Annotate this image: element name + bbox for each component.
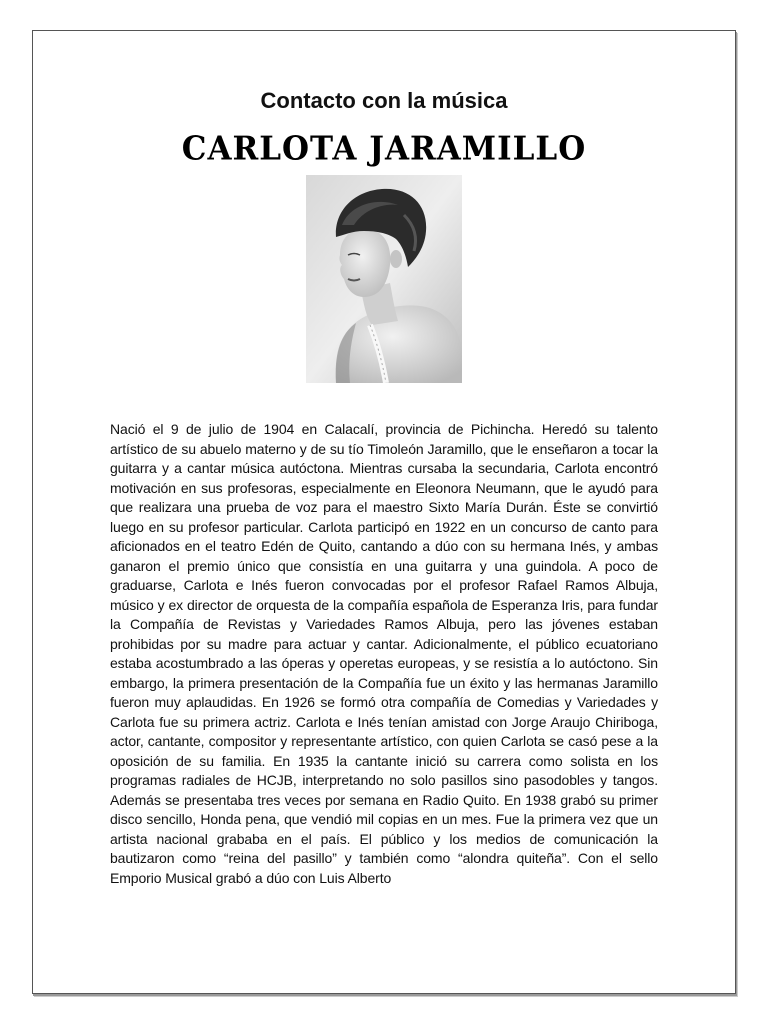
document-title: CARLOTA JARAMILLO <box>181 130 587 168</box>
document-page <box>32 30 736 994</box>
portrait-photo <box>306 175 462 383</box>
biography-paragraph: Nació el 9 de julio de 1904 en Calacalí, provincia de Pichincha. Heredó su talento artístico de su abuelo materno y de su tío Timoleón Jaramillo, que le enseñaron a tocar la guitarra y a cantar música autóctona. Mientras cursaba la secundaria, Carlota encontró motivación en sus profesoras, especialmente en Eleonora Neumann, que le ayudó para que realizara una prueba de voz para el maestro Sixto María Durán. Éste se convirtió luego en su profesor particular. Carlota participó en 1922 en un concurso de canto para aficionados en el teatro Edén de Quito, cantando a dúo con su hermana Inés, y ambas ganaron el premio único que consistía en una guitarra y una guindola. A poco de graduarse, Carlota e Inés fueron convocadas por el profesor Rafael Ramos Albuja, músico y ex director de orquesta de la compañía española de Esperanza Iris, para fundar la Compañía de Revistas y Variedades Ramos Albuja, pero las jóvenes estaban prohibidas por su madre para actuar y cantar. Adicionalmente, el público ecuatoriano estaba acostumbrado a las óperas y operetas europeas, y se resistía a lo autóctono. Sin embargo, la primera presentación de la Compañía fue un éxito y las hermanas Jaramillo fueron muy aplaudidas. En 1926 se formó otra compañía de Comedias y Variedades y Carlota fue su primera actriz. Carlota e Inés tenían amistad con Jorge Araujo Chiriboga, actor, cantante, compositor y representante artístico, con quien Carlota se casó pese a la oposición de su familia. En 1935 la cantante inició su carrera como solista en los programas radiales de HCJB, interpretando no solo pasillos sino pasodobles y tangos. Además se presentaba tres veces por semana en Radio Quito. En 1938 grabó su primer disco sencillo, Honda pena, que vendió mil copias en un mes. Fue la primera vez que un artista nacional grababa en el país. El público y los medios de comunicación la bautizaron como “reina del pasillo” y también como “alondra quiteña”. Con el sello Emporio Musical grabó a dúo con Luis Alberto <box>110 421 658 886</box>
document-subtitle: Contacto con la música <box>260 88 508 113</box>
